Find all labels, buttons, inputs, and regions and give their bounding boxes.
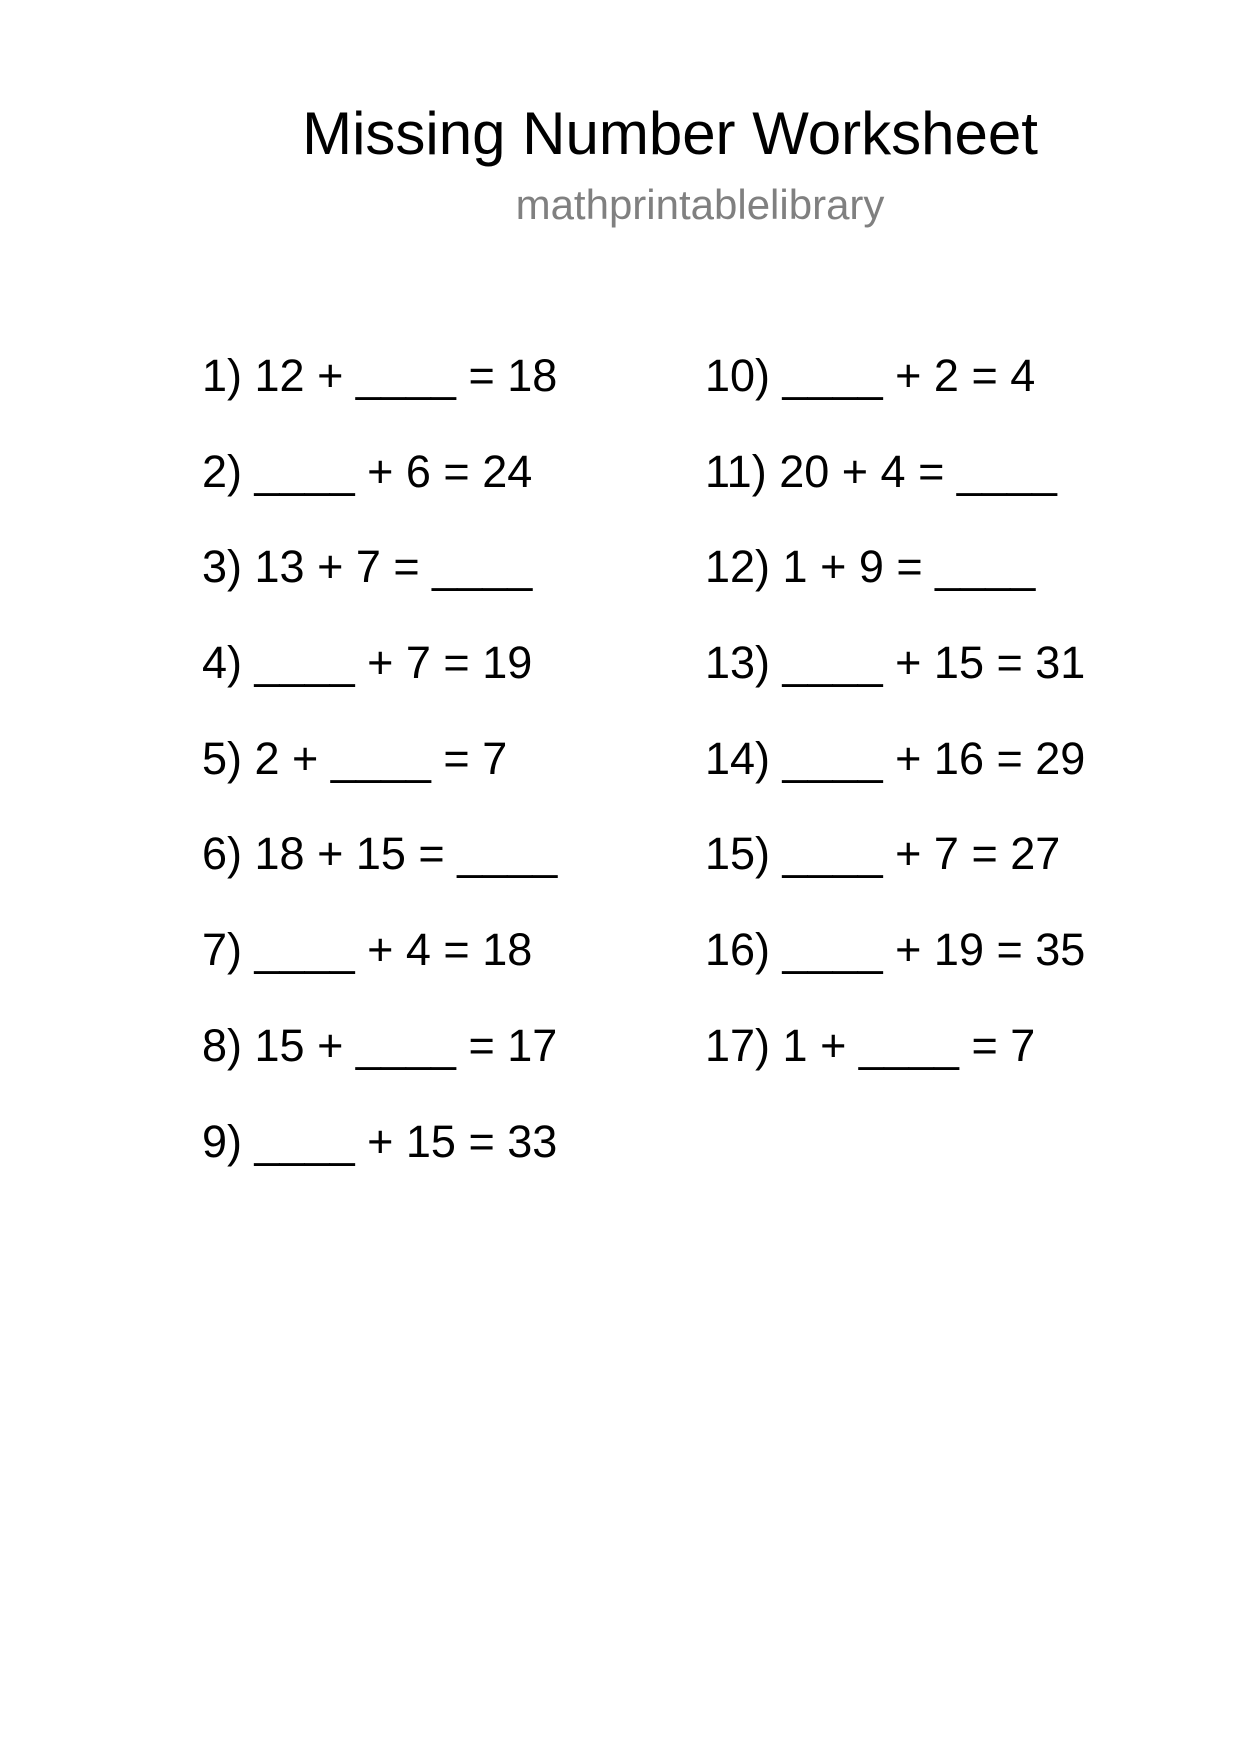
problem-13: 13) ____ + 15 = 31 — [705, 637, 1086, 689]
worksheet-subtitle: mathprintablelibrary — [515, 181, 885, 228]
problem-17: 17) 1 + ____ = 7 — [705, 1019, 1036, 1071]
problem-14: 14) ____ + 16 = 29 — [705, 732, 1086, 784]
problem-15: 15) ____ + 7 = 27 — [705, 828, 1061, 880]
problem-7: 7) ____ + 4 = 18 — [202, 924, 533, 976]
problem-3: 3) 13 + 7 = ____ — [202, 541, 533, 593]
problem-11: 11) 20 + 4 = ____ — [705, 445, 1057, 497]
problem-6: 6) 18 + 15 = ____ — [202, 828, 558, 880]
problem-4: 4) ____ + 7 = 19 — [202, 637, 533, 689]
problem-5: 5) 2 + ____ = 7 — [202, 732, 508, 784]
problem-12: 12) 1 + 9 = ____ — [705, 541, 1036, 593]
problems-left-column — [202, 350, 557, 1211]
problem-16: 16) ____ + 19 = 35 — [705, 924, 1086, 976]
problems-right-column — [705, 350, 1085, 1116]
problem-2: 2) ____ + 6 = 24 — [202, 445, 533, 497]
worksheet-title: Missing Number Worksheet — [302, 100, 1038, 167]
problem-8: 8) 15 + ____ = 17 — [202, 1019, 558, 1071]
problem-9: 9) ____ + 15 = 33 — [202, 1115, 558, 1167]
problem-1: 1) 12 + ____ = 18 — [202, 350, 558, 401]
problem-10: 10) ____ + 2 = 4 — [705, 350, 1036, 401]
